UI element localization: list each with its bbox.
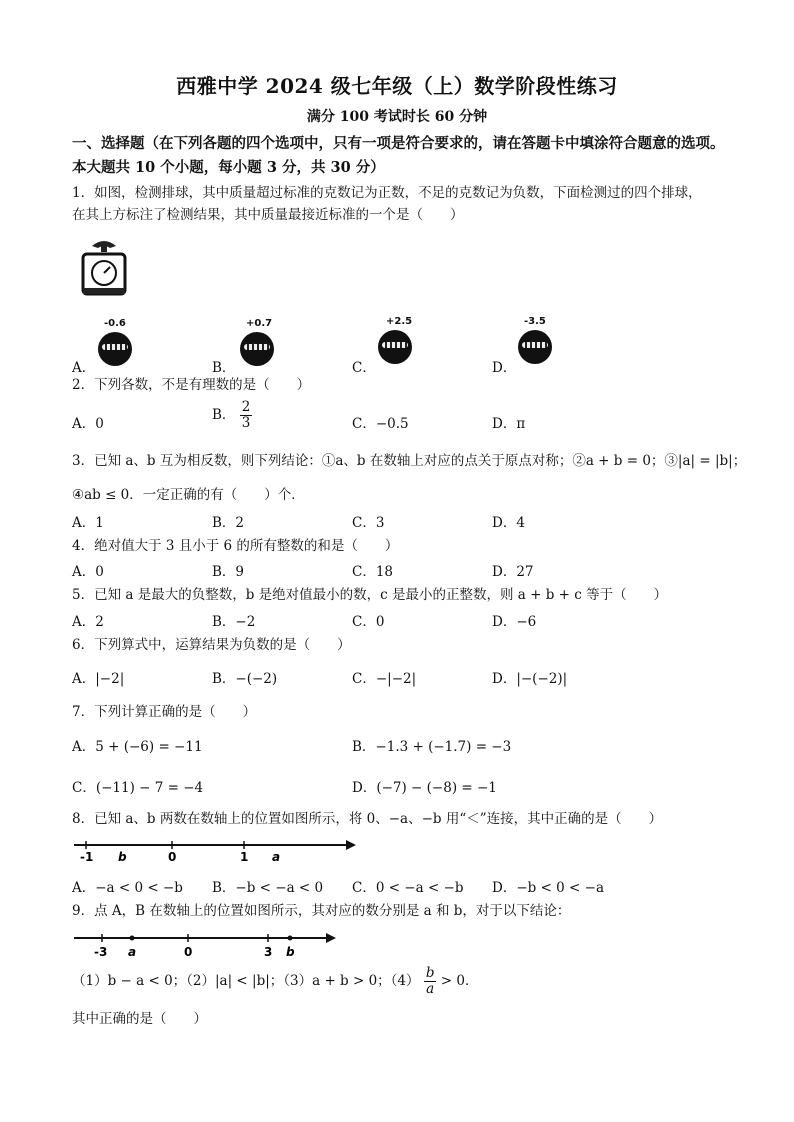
q9-conclusions-end: > 0． — [440, 973, 479, 989]
q6-option-c[interactable]: C．−|−2| — [352, 671, 417, 687]
q9-axis-label: -3 — [94, 945, 108, 959]
q2-option-d[interactable]: D．π — [492, 416, 526, 432]
q9-stem: 9．点 A，B 在数轴上的位置如图所示，其对应的数分别是 a 和 b，对于以下结论： — [72, 903, 571, 919]
q1-option-c[interactable]: C． — [352, 360, 376, 376]
q3-stem-line1: 3．已知 a、b 互为相反数，则下列结论：①a、b 在数轴上对应的点关于原点对称；②a + b = 0；③|a| = |b|； — [72, 453, 747, 469]
q1-ball-label-c: +2.5 — [386, 316, 413, 327]
q4-option-d[interactable]: D．27 — [492, 564, 534, 580]
q6-option-b[interactable]: B．−(−2) — [212, 671, 278, 687]
q8-number-line — [72, 836, 362, 866]
q8-stem: 8．已知 a、b 两数在数轴上的位置如图所示，将 0、−a、−b 用“＜”连接，其中正确的是（ ） — [72, 811, 663, 827]
q7-option-d[interactable]: D．(−7) − (−8) = −1 — [352, 780, 497, 796]
q2-option-b-letter: B． — [212, 407, 236, 423]
q1-stem-line2: 在其上方标注了检测结果，其中质量最接近标准的一个是（ ） — [72, 207, 464, 223]
q2-frac-den: 3 — [241, 415, 251, 431]
q9-number-line — [72, 930, 342, 960]
q8-axis-label: b — [118, 850, 127, 864]
q7-option-a[interactable]: A．5 + (−6) = −11 — [72, 739, 203, 755]
exam-info: 满分 100 考试时长 60 分钟 — [306, 109, 488, 125]
q1-option-d[interactable]: D． — [492, 360, 517, 376]
q9-tail: 其中正确的是（ ） — [72, 1011, 207, 1027]
q8-option-b[interactable]: B．−b < −a < 0 — [212, 880, 324, 896]
q1-ball-label-d: -3.5 — [524, 316, 546, 327]
q2-option-b[interactable] — [212, 400, 252, 431]
q4-option-b[interactable]: B．9 — [212, 564, 245, 580]
scale-icon — [78, 236, 130, 300]
q9-fraction — [424, 966, 437, 997]
q1-stem-line1: 1．如图，检测排球，其中质量超过标准的克数记为正数，不足的克数记为负数，下面检测过的四个排球， — [72, 185, 702, 201]
q3-option-c[interactable]: C．3 — [352, 515, 385, 531]
q2-option-b-fraction — [240, 400, 253, 431]
q1-option-a[interactable]: A． — [72, 360, 96, 376]
q3-option-d[interactable]: D．4 — [492, 515, 525, 531]
q5-stem: 5．已知 a 是最大的负整数，b 是绝对值最小的数，c 是最小的正整数，则 a + b + c 等于（ ） — [72, 587, 668, 603]
q6-option-d[interactable]: D．|−(−2)| — [492, 671, 568, 687]
q3-option-a[interactable]: A．1 — [72, 515, 104, 531]
q1-ball-label-b: +0.7 — [246, 318, 273, 329]
section-heading: 一、选择题（在下列各题的四个选项中，只有一项是符合要求的，请在答题卡中填涂符合题意的选项。本大题共 10 个小题，每小题 3 分，共 30 分） — [72, 135, 725, 176]
q4-option-c[interactable]: C．18 — [352, 564, 394, 580]
q3-stem-line2: ④ab ≤ 0．一定正确的有（ ）个． — [72, 487, 305, 503]
q4-option-a[interactable]: A．0 — [72, 564, 104, 580]
q9-axis-label: 0 — [184, 945, 193, 959]
q9-axis-label: b — [286, 945, 295, 959]
volleyball-icon — [98, 332, 132, 366]
q5-option-c[interactable]: C．0 — [352, 614, 385, 630]
q2-frac-num: 2 — [241, 399, 251, 415]
q8-option-d[interactable]: D．−b < 0 < −a — [492, 880, 605, 896]
q9-axis-label: 3 — [264, 945, 273, 959]
q8-axis-label: -1 — [80, 850, 94, 864]
q3-option-b[interactable]: B．2 — [212, 515, 245, 531]
q1-option-b[interactable]: B． — [212, 360, 236, 376]
q1-ball-label-a: -0.6 — [104, 318, 126, 329]
page-title: 西雅中学 2024 级七年级（上）数学阶段性练习 — [176, 74, 618, 98]
q7-option-b[interactable]: B．−1.3 + (−1.7) = −3 — [352, 739, 512, 755]
q5-option-a[interactable]: A．2 — [72, 614, 104, 630]
q5-option-b[interactable]: B．−2 — [212, 614, 256, 630]
volleyball-icon — [518, 330, 552, 364]
q2-option-a[interactable]: A．0 — [72, 416, 104, 432]
q9-frac-den: a — [426, 981, 435, 997]
q8-axis-label: 1 — [240, 850, 249, 864]
q6-option-a[interactable]: A．|−2| — [72, 671, 125, 687]
q5-option-d[interactable]: D．−6 — [492, 614, 537, 630]
q9-conclusions — [72, 966, 672, 997]
q8-option-a[interactable]: A．−a < 0 < −b — [72, 880, 183, 896]
q2-stem: 2．下列各数，不是有理数的是（ ） — [72, 377, 311, 393]
q8-option-c[interactable]: C．0 < −a < −b — [352, 880, 464, 896]
q7-stem: 7．下列计算正确的是（ ） — [72, 704, 257, 720]
q8-axis-label: 0 — [168, 850, 177, 864]
volleyball-icon — [240, 332, 274, 366]
q9-axis-label: a — [128, 945, 137, 959]
q6-stem: 6．下列算式中，运算结果为负数的是（ ） — [72, 637, 351, 653]
q9-frac-num: b — [425, 965, 435, 981]
volleyball-icon — [378, 330, 412, 364]
q2-option-c[interactable]: C．−0.5 — [352, 416, 409, 432]
q9-conclusions-text: （1）b − a < 0；（2）|a| < |b|；（3）a + b > 0；（4） — [72, 973, 420, 989]
q7-option-c[interactable]: C．(−11) − 7 = −4 — [72, 780, 204, 796]
q8-axis-label: a — [272, 850, 281, 864]
q4-stem: 4．绝对值大于 3 且小于 6 的所有整数的和是（ ） — [72, 538, 399, 554]
